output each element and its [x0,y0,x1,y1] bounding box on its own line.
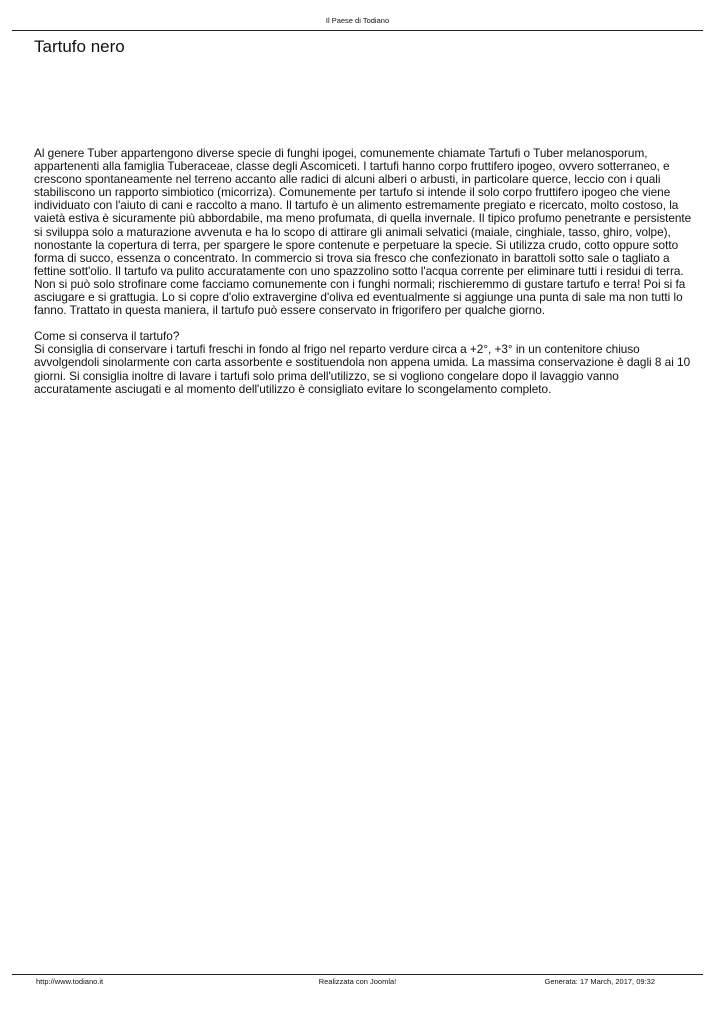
page-header [12,16,703,31]
article-title: Tartufo nero [34,37,125,56]
article-body [34,147,696,396]
footer-powered-by: Realizzata con Joomla! [318,977,397,986]
page-footer [12,974,703,989]
article-paragraph-conservation: Si consiglia di conservare i tartufi freschi in fondo al frigo nel reparto verdure circa a +2°, +3° in un contenitore chiuso avvolgendoli sinolarmente con carta assorbente e sostituendola non appena umida. La massima conservazione è dagli 8 ai 10 giorni. Si consiglia inoltre di lavare i tartufi solo prima dell'utilizzo, se si vogliono congelare dopo il lavaggio vanno accuratamente asciugati e al momento dell'utilizzo è consigliato evitare lo scongelamento completo. [34,342,691,396]
footer-url: http://www.todiano.it [36,977,104,986]
article-paragraph-intro: Al genere Tuber appartengono diverse specie di funghi ipogei, comunemente chiamate Tartufi o Tuber melanosporum, appartenenti alla famiglia Tuberaceae, classe degli Ascomiceti. I tartufi hanno corpo fruttifero ipogeo, ovvero sotterraneo, e crescono spontaneamente nel terreno accanto alle radici di alcuni alberi o arbusti, in particolare querce, leccio con i quali stabiliscono un rapporto simbiotico (micorriza). Comunemente per tartufo si intende il solo corpo fruttifero ipogeo che viene individuato con l'aiuto di cani e raccolto a mano. Il tartufo è un alimento estremamente pregiato e ricercato, molto costoso, la vaietà estiva è sicuramente più abbordabile, ma meno profumata, di quella invernale. Il tipico profumo penetrante e persistente si sviluppa solo a maturazione avvenuta e ha lo scopo di attirare gli animali selvatici (maiale, cinghiale, tasso, ghiro, volpe), nonostante la copertura di terra, per spargere le spore contenute e perpetuare la specie. Si utilizza crudo, cotto oppure sotto forma di succo, essenza o concentrato. In commercio si trova sia fresco che confezionato in barattoli sotto sale o tagliato a fettine sott'olio. Il tartufo va pulito accuratamente con uno spazzolino sotto l'acqua corrente per eliminare tutti i residui di terra. Non si può solo strofinare come facciamo comunemente con i funghi normali; rischieremmo di gustare tartufo e terra! Poi si fa asciugare e si grattugia. Lo si copre d'olio extravergine d'oliva ed eventualmente si aggiunge una punta di sale ma non tutti lo fanno. Trattato in questa maniera, il tartufo può essere conservato in frigorifero per qualche giorno. [34,146,692,318]
footer-generated-date: Generata: 17 March, 2017, 09:32 [544,977,655,986]
article-question: Come si conserva il tartufo? [34,329,180,344]
site-name: Il Paese di Todiano [325,16,390,25]
